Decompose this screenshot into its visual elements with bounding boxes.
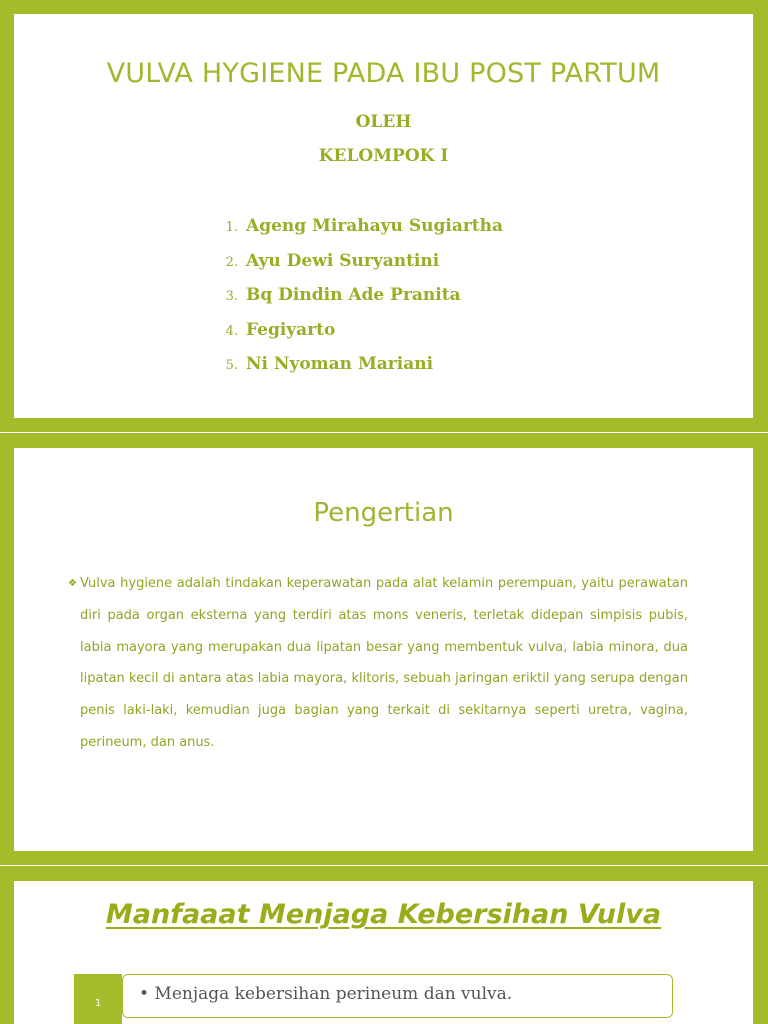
benefits-heading [14, 899, 753, 930]
by-label: OLEH [355, 112, 412, 132]
member-name: Ni Nyoman Mariani [246, 354, 434, 374]
list-item [218, 354, 503, 389]
member-name: Bq Dindin Ade Pranita [246, 285, 461, 305]
benefit-item: • Menjaga kebersihan perineum dan vulva. [122, 974, 673, 1018]
item-number-box: 1 [74, 974, 122, 1024]
list-item [218, 216, 503, 251]
slide-definition-content [14, 448, 753, 851]
member-number: 3. [225, 289, 238, 304]
list-item [218, 285, 503, 320]
slide-benefits-content [14, 881, 753, 1024]
list-item [218, 320, 503, 355]
member-name: Fegiyarto [246, 319, 336, 340]
slide-definition [0, 433, 768, 865]
definition-paragraph [68, 568, 688, 759]
slide-title-content [14, 14, 753, 418]
list-item [218, 251, 503, 286]
member-number: 2. [225, 254, 238, 270]
benefits-heading-text: Manfaaat Menjaga Kebersihan Vulva [105, 899, 662, 930]
presentation-title: VULVA HYGIENE PADA IBU POST PARTUM [106, 58, 661, 89]
group-label: KELOMPOK I [318, 146, 449, 166]
member-number: 1. [225, 220, 238, 235]
section-heading: Pengertian [313, 498, 454, 528]
slide-title [0, 0, 768, 432]
member-number: 4. [225, 323, 238, 339]
diamond-bullet-icon: ❖ [68, 578, 77, 589]
member-name: Ageng Mirahayu Sugiartha [246, 216, 504, 236]
member-number: 5. [225, 358, 238, 373]
member-list [218, 216, 503, 389]
definition-text: Vulva hygiene adalah tindakan keperawatan pada alat kelamin perempuan, yaitu perawatan diri pada organ eksterna yang terdiri atas mons veneris, terletak didepan simpisis pubis, labia mayora yang merupakan dua lipatan besar yang membentuk vulva, labia minora, dua lipatan kecil di antara atas labia mayora, klitoris, sebuah jaringan eriktil yang serupa dengan penis laki-laki, kemudian juga bagian yang terkait di sekitarnya seperti uretra, vagina, perineum, dan anus. [80, 576, 688, 750]
member-name: Ayu Dewi Suryantini [246, 250, 440, 271]
slide-benefits [0, 866, 768, 1024]
